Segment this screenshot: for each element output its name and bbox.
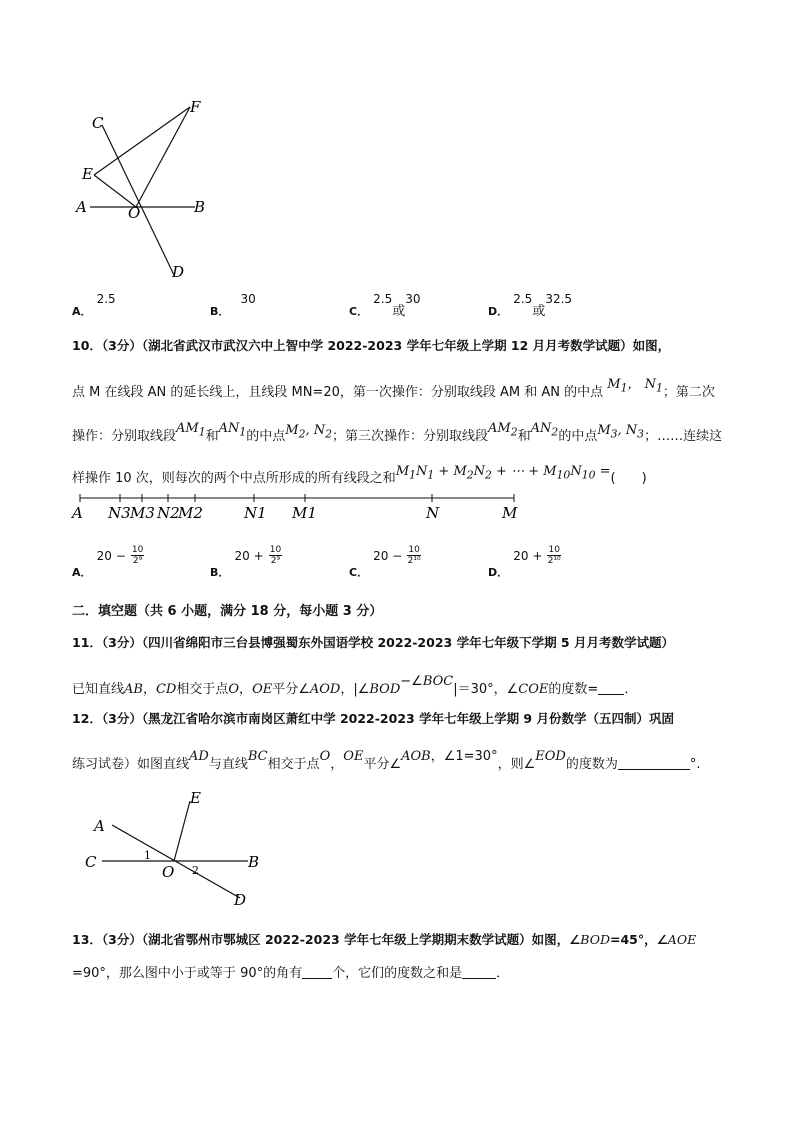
option-letter: B． <box>210 305 230 318</box>
text: 和 <box>517 429 531 444</box>
option-value: 30 <box>240 292 256 306</box>
label-o: O <box>162 863 175 881</box>
math-eod: EOD <box>535 749 566 764</box>
math-m1-n1: $M_1$， $N_1$ <box>607 377 663 395</box>
fraction-numerator: 10 <box>269 545 282 555</box>
label-b: B <box>248 853 260 871</box>
text: 的度数= <box>548 682 599 697</box>
math-o: O <box>228 682 240 697</box>
label-a: A <box>94 817 105 835</box>
label-f: F <box>190 98 201 116</box>
text: 与直线 <box>208 757 248 772</box>
q10-line-2 <box>72 377 715 403</box>
fraction-denominator: 2⁹ <box>270 556 281 566</box>
answer-blank-sum[interactable] <box>462 965 496 979</box>
text: 13．（3分）（湖北省鄂州市鄂城区 2022-2023 学年七年级上学期期末数学试题）如图，∠ <box>72 932 581 947</box>
label-n2: N2 <box>157 504 180 522</box>
math-oe: OE <box>252 682 273 697</box>
option-letter: C． <box>349 305 369 318</box>
text: 和 <box>205 429 219 444</box>
math-o: O <box>319 749 331 764</box>
q11-line-2 <box>72 674 638 697</box>
option-letter: B． <box>210 566 230 579</box>
text: 平分∠ <box>272 682 310 697</box>
text: 点 M 在线段 AN 的延长线上，且线段 MN=20，第一次操作：分别取线段 AM 和 AN 的中点 <box>72 385 604 400</box>
label-e: E <box>190 789 201 807</box>
label-m2: M2 <box>178 504 203 522</box>
option-fraction <box>131 545 144 566</box>
math-aod: AOD <box>309 682 341 697</box>
text: ． <box>624 682 638 697</box>
text: 样操作 10 次，则每次的两个中点所形成的所有线段之和 <box>72 471 396 486</box>
q9-option-d[interactable] <box>488 292 573 319</box>
option-base: 20 − <box>96 549 126 563</box>
q10-option-b[interactable] <box>210 545 282 579</box>
math-minus-angle <box>400 674 453 689</box>
text: =90°，那么图中小于或等于 90°的角有 <box>72 966 303 981</box>
option-fraction <box>547 545 560 566</box>
answer-blank[interactable] <box>598 681 624 695</box>
text: 练习试卷）如图直线 <box>72 757 190 772</box>
math-am1: $AM_1$ <box>176 421 206 439</box>
option-base: 20 − <box>373 549 403 563</box>
q9-option-a[interactable] <box>72 292 116 319</box>
math-bod: BOD <box>369 682 401 697</box>
math-am2: $AM_2$ <box>488 421 518 439</box>
option-value-2: 30 <box>405 292 421 306</box>
fraction-denominator: 2¹⁰ <box>407 556 421 566</box>
fraction-numerator: 10 <box>548 545 560 555</box>
q10-figure <box>70 490 530 526</box>
ray-oe <box>94 175 136 207</box>
text: =45°，∠ <box>609 932 668 947</box>
text: 相交于点 <box>176 682 229 697</box>
option-fraction <box>269 545 282 566</box>
fraction-numerator: 10 <box>408 545 420 555</box>
text: ， <box>142 682 156 697</box>
q9-option-b[interactable] <box>210 292 256 319</box>
q13-line-2 <box>72 962 509 981</box>
math-bod: BOD <box>580 932 610 947</box>
math-boc: BOC <box>422 674 454 689</box>
option-fraction <box>407 545 420 566</box>
segment-ef <box>94 107 190 175</box>
q11-heading: 11．（3分）（四川省绵阳市三台县博强蜀东外国语学校 2022-2023 学年七年级下学期 5 月月考数学试题） <box>72 635 674 650</box>
fraction-denominator: 2¹⁰ <box>547 556 561 566</box>
math-m2-n2: $M_2$, $N_2$ <box>285 423 333 441</box>
label-e: E <box>82 165 93 183</box>
q10-option-a[interactable] <box>72 545 144 579</box>
label-n1: N1 <box>244 504 267 522</box>
option-value: 2.5 <box>373 292 393 306</box>
q10-option-c[interactable] <box>349 545 421 579</box>
text: 平分∠ <box>363 757 402 772</box>
label-d: D <box>172 263 185 281</box>
math-ad: AD <box>189 749 209 764</box>
label-m3: M3 <box>130 504 155 522</box>
text: 操作：分别取线段 <box>72 429 177 444</box>
text: |＝30°，∠ <box>453 682 519 697</box>
text: 个，它们的度数之和是 <box>332 966 463 981</box>
label-n: N <box>426 504 440 522</box>
ray-oe <box>174 801 190 861</box>
label-b: B <box>194 198 206 216</box>
fraction-numerator: 10 <box>131 545 144 555</box>
answer-blank-count[interactable] <box>302 965 332 979</box>
q12-figure <box>80 785 280 910</box>
option-or: 或 <box>532 304 546 319</box>
math-sum: $M_1N_1 + M_2N_2$ + ⋯ + $M_{10}N_{10}$ = <box>395 464 611 482</box>
text: −∠ <box>400 674 423 689</box>
label-o: O <box>128 204 141 222</box>
option-value: 2.5 <box>96 292 116 306</box>
math-oe: OE <box>343 749 364 764</box>
q12-line-2 <box>72 749 701 772</box>
math-bc: BC <box>247 749 268 764</box>
text: 的度数为 <box>565 757 618 772</box>
math-aob: AOB <box>401 749 431 764</box>
label-a: A <box>76 198 87 216</box>
angle-2-label: 2 <box>192 864 199 877</box>
math-cd: CD <box>155 682 177 697</box>
text: ；第二次 <box>662 385 715 400</box>
text: ；……连续这 <box>644 429 723 444</box>
math-coe: COE <box>518 682 549 697</box>
text: ， <box>239 682 253 697</box>
label-m: M <box>502 504 518 522</box>
label-m1: M1 <box>292 504 317 522</box>
option-letter: D． <box>488 305 509 318</box>
label-c: C <box>85 853 97 871</box>
math-m3-n3: $M_3$, $N_3$ <box>597 423 645 441</box>
answer-blank[interactable] <box>618 756 690 770</box>
math-an1: $AN_1$ <box>218 421 247 439</box>
q10-option-d[interactable] <box>488 545 561 579</box>
option-base: 20 + <box>234 549 264 563</box>
fraction-denominator: 2⁹ <box>132 556 143 566</box>
option-or: 或 <box>392 304 406 319</box>
text: 已知直线 <box>72 682 125 697</box>
q10-line-4 <box>72 464 647 489</box>
text: 相交于点 <box>267 757 320 772</box>
option-value: 2.5 <box>513 292 533 306</box>
option-base: 20 + <box>513 549 543 563</box>
q10-heading: 10．（3分）（湖北省武汉市武汉六中上智中学 2022-2023 学年七年级上学期 12 月月考数学试题）如图， <box>72 338 671 353</box>
q9-option-c[interactable] <box>349 292 421 319</box>
angle-1-label: 1 <box>144 849 151 862</box>
text: ，∠1=30° <box>430 749 498 764</box>
text: ( ) <box>610 471 647 486</box>
text: ， <box>330 757 344 772</box>
text: ，则∠ <box>497 757 536 772</box>
option-value-2: 32.5 <box>545 292 573 306</box>
math-ab: AB <box>124 682 143 697</box>
math-aoe: AOE <box>667 932 697 947</box>
text: °. <box>689 757 701 772</box>
q12-heading: 12．（3分）（黑龙江省哈尔滨市南岗区萧红中学 2022-2023 学年七年级上学期 9 月份数学（五四制）巩固 <box>72 711 674 726</box>
text: ． <box>496 966 510 981</box>
option-letter: D． <box>488 566 509 579</box>
text: 的中点 <box>558 429 598 444</box>
text: ，|∠ <box>340 682 370 697</box>
section-heading: 二．填空题（共 6 小题，满分 18 分，每小题 3 分） <box>72 604 383 619</box>
text: 的中点 <box>246 429 286 444</box>
option-letter: A． <box>72 305 92 318</box>
line-cd <box>102 125 174 275</box>
q10-line-3 <box>72 421 723 447</box>
text: ；第三次操作：分别取线段 <box>332 429 489 444</box>
label-n3: N3 <box>108 504 131 522</box>
q13-line-1 <box>72 930 696 948</box>
q9-figure <box>70 95 220 285</box>
math-an2: $AN_2$ <box>530 421 559 439</box>
ray-of <box>136 107 190 207</box>
label-d: D <box>234 891 247 909</box>
option-letter: A． <box>72 566 92 579</box>
option-letter: C． <box>349 566 369 579</box>
label-a: A <box>72 504 83 522</box>
label-c: C <box>92 114 104 132</box>
